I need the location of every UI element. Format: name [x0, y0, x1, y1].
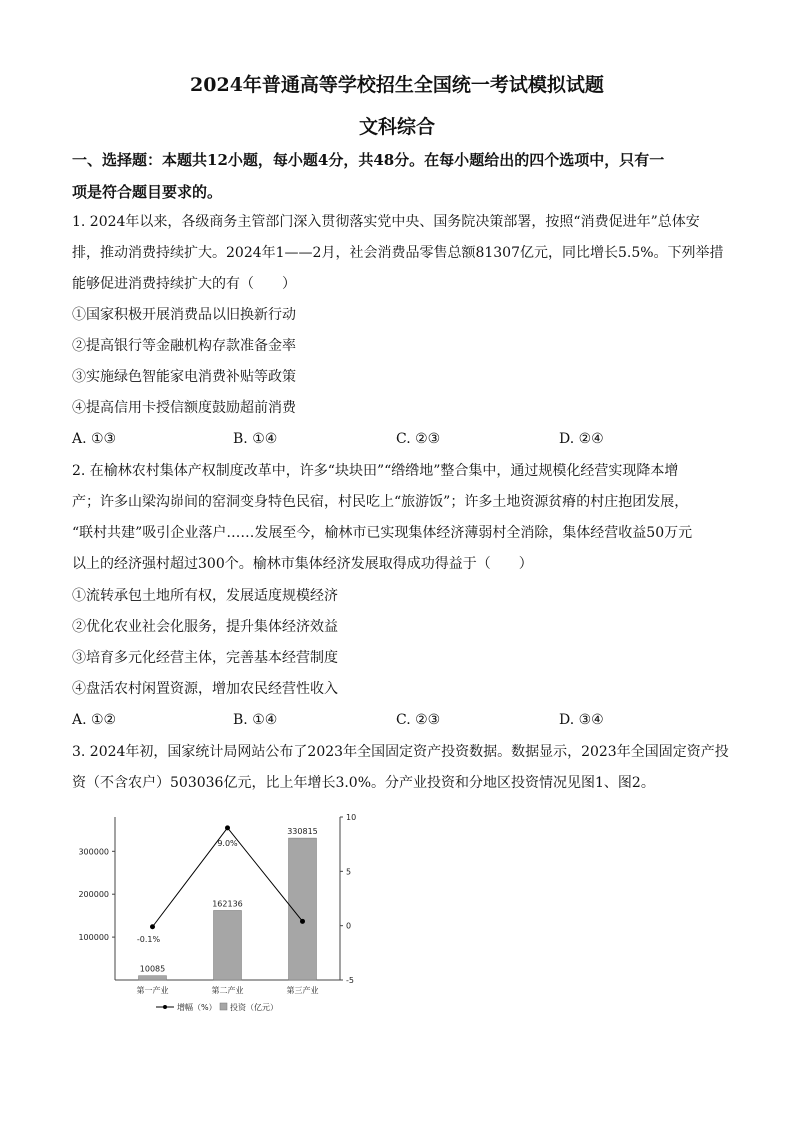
q2-stem-line: 产；许多山梁沟峁间的窑洞变身特色民宿，村民吃上“旅游饭”；许多土地资源贫瘠的村庄抱团发展，: [72, 494, 689, 510]
q3-stem-line: 3. 2024年初，国家统计局网站公布了2023年全国固定资产投资数据。数据显示，2023年全国固定资产投: [72, 744, 729, 760]
q2-stem-line: 以上的经济强村超过300个。榆林市集体经济发展取得成功得益于（ ）: [72, 556, 533, 572]
section-heading-line2: 项是符合题目要求的。: [72, 183, 223, 201]
q1-item: ③实施绿色智能家电消费补贴等政策: [72, 369, 296, 385]
q2-item: ①流转承包土地所有权，发展适度规模经济: [72, 588, 338, 604]
legend-label-investment: 投资（亿元）: [230, 1003, 278, 1012]
q2-item: ④盘活农村闲置资源，增加农民经营性收入: [72, 681, 338, 697]
bar-2: [214, 910, 242, 980]
q2-option-b[interactable]: B. ①④: [233, 712, 278, 728]
growth-point-1: [150, 924, 155, 929]
q1-option-a[interactable]: A. ①③: [72, 431, 117, 447]
exam-title: 2024年普通高等学校招生全国统一考试模拟试题: [190, 74, 604, 96]
right-axis-tick-label: 0: [346, 921, 352, 931]
q1-item: ②提高银行等金融机构存款准备金率: [72, 338, 296, 354]
bar-1: [139, 976, 167, 980]
left-axis-tick-label: 300000: [78, 847, 109, 857]
legend-label-growth: 增幅（%）: [177, 1003, 217, 1012]
bar-value-label: 162136: [212, 899, 243, 909]
q2-item: ②优化农业社会化服务，提升集体经济效益: [72, 619, 338, 635]
x-category-label: 第一产业: [136, 986, 169, 995]
q1-stem-line: 1. 2024年以来，各级商务主管部门深入贯彻落实党中央、国务院决策部署，按照“消费促进年”总体安: [72, 214, 700, 230]
growth-value-label: 9.0%: [217, 838, 238, 848]
bar-value-label: 330815: [287, 827, 318, 837]
q1-stem-line: 能够促进消费持续扩大的有（ ）: [72, 276, 296, 292]
right-axis-tick-label: 5: [346, 867, 352, 877]
q1-option-d[interactable]: D. ②④: [559, 431, 604, 447]
x-category-label: 第二产业: [211, 986, 244, 995]
q2-option-a[interactable]: A. ①②: [72, 712, 117, 728]
q1-option-c[interactable]: C. ②③: [396, 431, 441, 447]
right-axis-tick-label: 10: [346, 813, 357, 822]
q1-item: ①国家积极开展消费品以旧换新行动: [72, 307, 296, 323]
q3-stem-line: 资（不含农户）503036亿元，比上年增长3.0%。分产业投资和分地区投资情况见图1、图2。: [72, 775, 655, 791]
legend-bar-swatch: [220, 1003, 227, 1010]
q2-item: ③培育多元化经营主体，完善基本经营制度: [72, 650, 338, 666]
q2-stem-line: 2. 在榆林农村集体产权制度改革中，许多“块块田”“绺绺地”整合集中，通过规模化经营实现降本增: [72, 463, 679, 479]
investment-chart: [60, 805, 380, 1020]
x-category-label: 第三产业: [286, 986, 319, 995]
q2-option-d[interactable]: D. ③④: [559, 712, 604, 728]
q2-option-c[interactable]: C. ②③: [396, 712, 441, 728]
left-axis-tick-label: 100000: [78, 933, 109, 943]
legend-line-marker: [163, 1005, 167, 1009]
q2-stem-line: “联村共建”吸引企业落户……发展至今，榆林市已实现集体经济薄弱村全消除，集体经营收益50万元: [72, 525, 693, 541]
q1-item: ④提高信用卡授信额度鼓励超前消费: [72, 400, 296, 416]
growth-point-2: [225, 825, 230, 830]
right-axis-tick-label: -5: [346, 976, 354, 985]
q1-stem-line: 排，推动消费持续扩大。2024年1——2月，社会消费品零售总额81307亿元，同比增长5.5%。下列举措: [72, 245, 724, 261]
bar-value-label: 10085: [139, 964, 166, 974]
growth-value-label: -0.1%: [136, 934, 161, 944]
q1-option-b[interactable]: B. ①④: [233, 431, 278, 447]
growth-point-3: [300, 919, 305, 924]
exam-subject: 文科综合: [358, 116, 435, 138]
section-heading-line1: 一、选择题：本题共12小题，每小题4分，共48分。在每小题给出的四个选项中，只有一: [72, 151, 665, 169]
left-axis-tick-label: 200000: [78, 890, 109, 900]
